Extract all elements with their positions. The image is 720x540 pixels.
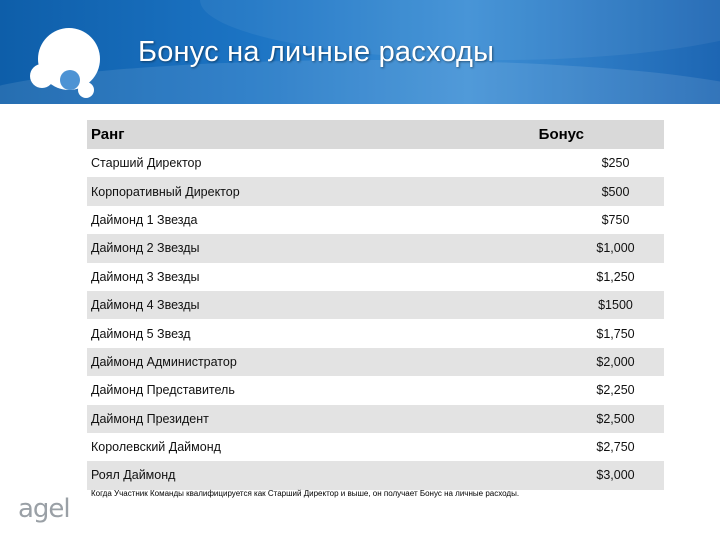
bonus-cell: $1,750 bbox=[417, 319, 664, 347]
table-row bbox=[87, 461, 664, 489]
table-row bbox=[87, 149, 664, 177]
footnote: Когда Участник Команды квалифицируется как Старший Директор и выше, он получает Бонус на личные расходы. bbox=[91, 489, 520, 498]
table-row bbox=[87, 405, 664, 433]
bonus-cell: $2,750 bbox=[417, 433, 664, 461]
rank-cell: Даймонд Представитель bbox=[87, 376, 417, 404]
rank-cell: Даймонд Президент bbox=[87, 405, 417, 433]
rank-cell: Даймонд 4 Звезды bbox=[87, 291, 417, 319]
brand-logo: agel bbox=[18, 494, 70, 524]
bonus-cell: $750 bbox=[417, 206, 664, 234]
column-header-rank: Ранг bbox=[87, 120, 417, 149]
bonus-cell: $2,500 bbox=[417, 405, 664, 433]
table-row bbox=[87, 376, 664, 404]
table-header-row bbox=[87, 120, 664, 149]
bonus-cell: $1500 bbox=[417, 291, 664, 319]
column-header-bonus: Бонус bbox=[417, 120, 664, 149]
table-row bbox=[87, 348, 664, 376]
table-row bbox=[87, 206, 664, 234]
bonus-cell: $500 bbox=[417, 177, 664, 205]
bonus-cell: $1,000 bbox=[417, 234, 664, 262]
table-row bbox=[87, 319, 664, 347]
bubble-logo-icon bbox=[0, 0, 110, 104]
rank-cell: Даймонд 2 Звезды bbox=[87, 234, 417, 262]
bonus-cell: $2,250 bbox=[417, 376, 664, 404]
rank-cell: Старший Директор bbox=[87, 149, 417, 177]
rank-cell: Корпоративный Директор bbox=[87, 177, 417, 205]
table-row bbox=[87, 263, 664, 291]
rank-cell: Даймонд 3 Звезды bbox=[87, 263, 417, 291]
bonus-cell: $2,000 bbox=[417, 348, 664, 376]
table-row bbox=[87, 177, 664, 205]
rank-cell: Роял Даймонд bbox=[87, 461, 417, 489]
bonus-table bbox=[87, 120, 664, 490]
page-title: Бонус на личные расходы bbox=[138, 36, 495, 68]
bonus-cell: $250 bbox=[417, 149, 664, 177]
table-row bbox=[87, 433, 664, 461]
bonus-cell: $3,000 bbox=[417, 461, 664, 489]
rank-cell: Даймонд 1 Звезда bbox=[87, 206, 417, 234]
table-row bbox=[87, 234, 664, 262]
table-row bbox=[87, 291, 664, 319]
bonus-cell: $1,250 bbox=[417, 263, 664, 291]
table-body bbox=[87, 149, 664, 490]
rank-cell: Даймонд 5 Звезд bbox=[87, 319, 417, 347]
rank-cell: Даймонд Администратор bbox=[87, 348, 417, 376]
rank-cell: Королевский Даймонд bbox=[87, 433, 417, 461]
